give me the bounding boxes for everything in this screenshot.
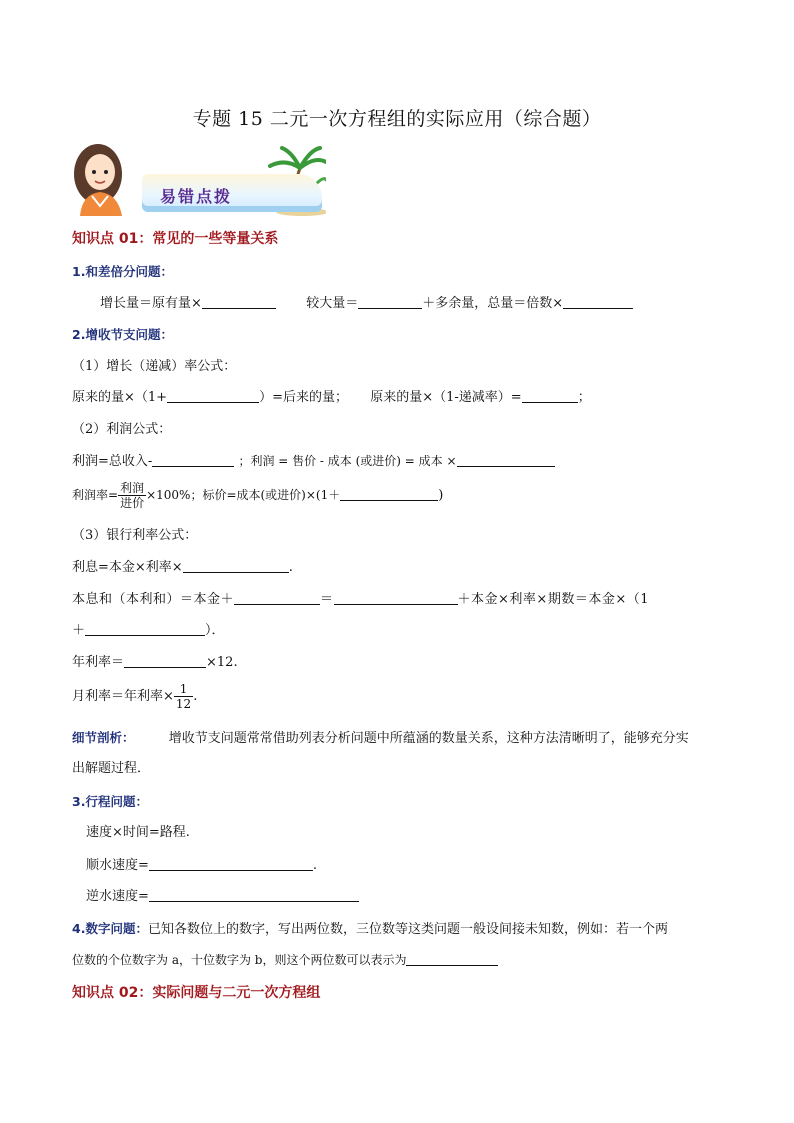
detail-analysis — [72, 729, 689, 748]
answer-blank[interactable] — [167, 388, 259, 403]
fraction-denominator: 12 — [175, 697, 192, 711]
section-4-heading: 4.数字问题： — [72, 921, 148, 936]
s1-text-b: 较大量＝ — [306, 296, 359, 311]
answer-blank[interactable] — [522, 388, 578, 403]
s2-p1-text-b: ）=后来的量； — [259, 390, 348, 405]
answer-blank[interactable] — [234, 590, 320, 605]
s3-text-c: 逆水速度= — [86, 889, 149, 904]
s4-text-line-2: 位数的个位数字为 a，十位数字为 b，则这个两位数可以表示为 — [72, 953, 407, 967]
s2-p1-text-a: 原来的量×（1+ — [72, 390, 168, 405]
s2-p3-text-b3: ＋本金×利率×期数＝本金×（1 — [457, 592, 649, 607]
answer-blank[interactable] — [149, 887, 359, 902]
tip-banner — [70, 140, 326, 216]
s2-part3-heading: （3）银行利率公式： — [72, 528, 198, 543]
s3-text-b: 顺水速度= — [86, 858, 149, 873]
detail-text-line-1: 增收节支问题常常借助列表分析问题中所蕴涵的数量关系，这种方法清晰明了，能够充分实 — [168, 731, 689, 746]
answer-blank[interactable] — [406, 951, 498, 966]
answer-blank[interactable] — [457, 452, 555, 467]
answer-blank[interactable] — [340, 486, 438, 501]
s2-part3-formula-2 — [72, 590, 649, 609]
answer-blank[interactable] — [149, 856, 313, 871]
s3-upstream — [86, 887, 359, 906]
page-title: 专题 15 二元一次方程组的实际应用（综合题） — [192, 108, 602, 130]
s2-p2-text-b: ；利润 = 售价 - 成本 (或进价) = 成本 × — [238, 454, 457, 468]
s2-p3-text-b2: ＝ — [320, 592, 334, 607]
s4-line-2 — [72, 951, 498, 970]
s3-downstream — [86, 856, 317, 875]
s2-p3-text-a-end: . — [288, 560, 293, 575]
s2-p3-text-a: 利息=本金×利率× — [72, 560, 183, 575]
answer-blank[interactable] — [563, 294, 633, 309]
answer-blank[interactable] — [202, 294, 276, 309]
s2-p3-text-e: 月利率＝年利率× — [72, 689, 174, 704]
answer-blank[interactable] — [358, 294, 422, 309]
profit-fraction — [118, 481, 146, 510]
knowledge-point-1-heading: 知识点 01：常见的一些等量关系 — [72, 231, 279, 247]
s2-p2-text-e: ) — [438, 488, 444, 503]
s3-text-a: 速度×时间=路程. — [86, 825, 190, 840]
fraction-numerator: 利润 — [120, 481, 145, 495]
s2-p3-text-b: 本息和（本利和）＝本金＋ — [72, 592, 235, 607]
s2-p2-text-a: 利润=总收入- — [72, 454, 153, 469]
s2-p2-text-c: 利润率= — [72, 488, 119, 502]
s2-part3-formula-3 — [72, 653, 238, 672]
banner-label: 易错点拨 — [160, 187, 233, 206]
fraction-numerator: 1 — [174, 682, 193, 697]
s2-part2-formula-1 — [72, 452, 555, 471]
s1-text-a: 增长量＝原有量× — [100, 296, 202, 311]
s2-p3-text-d: 年利率＝ — [72, 655, 125, 670]
section-3-heading: 3.行程问题： — [72, 794, 148, 809]
answer-blank[interactable] — [124, 653, 206, 668]
s2-p3-text-c: ＋ — [72, 623, 86, 638]
s2-part3-formula-2-cont — [72, 621, 225, 640]
s2-p3-text-d-end: ×12. — [206, 655, 238, 670]
section-2-heading: 2.增收节支问题： — [72, 327, 173, 342]
s2-part3-formula-4 — [72, 680, 197, 714]
answer-blank[interactable] — [183, 558, 289, 573]
s2-part2-formula-2 — [72, 480, 443, 511]
knowledge-point-2-heading: 知识点 02：实际问题与二元一次方程组 — [72, 985, 321, 1001]
answer-blank[interactable] — [152, 452, 234, 467]
s2-p3-text-e-end: . — [193, 689, 198, 704]
s2-part1-formulas — [72, 388, 591, 407]
detail-label: 细节剖析： — [72, 730, 135, 745]
s2-p3-text-c-end: ）． — [205, 623, 225, 638]
monthly-rate-fraction — [174, 682, 193, 711]
section-1-heading: 1.和差倍分问题： — [72, 264, 173, 279]
fraction-denominator: 进价 — [120, 496, 145, 510]
s4-text-line-1: 已知各数位上的数字，写出两位数，三位数等这类问题一般设间接未知数，例如：若一个两 — [147, 922, 668, 937]
section-1-formulas — [100, 294, 633, 313]
s2-p1-text-d: ； — [577, 390, 591, 405]
section-4 — [72, 920, 668, 939]
s2-p2-text-d: ×100%；标价=成本(或进价)×(1＋ — [146, 488, 341, 502]
s2-part3-formula-1 — [72, 558, 293, 577]
s2-part1-heading: （1）增长（递减）率公式： — [72, 359, 237, 374]
s2-p1-text-c: 原来的量×（1-递减率）= — [370, 390, 522, 405]
s2-part2-heading: （2）利润公式： — [72, 422, 172, 437]
answer-blank[interactable] — [85, 621, 205, 636]
s3-text-b-end: . — [312, 858, 318, 873]
s1-text-c: ＋多余量，总量＝倍数× — [422, 296, 564, 311]
answer-blank[interactable] — [334, 590, 458, 605]
detail-text-line-2: 出解题过程． — [72, 761, 151, 776]
